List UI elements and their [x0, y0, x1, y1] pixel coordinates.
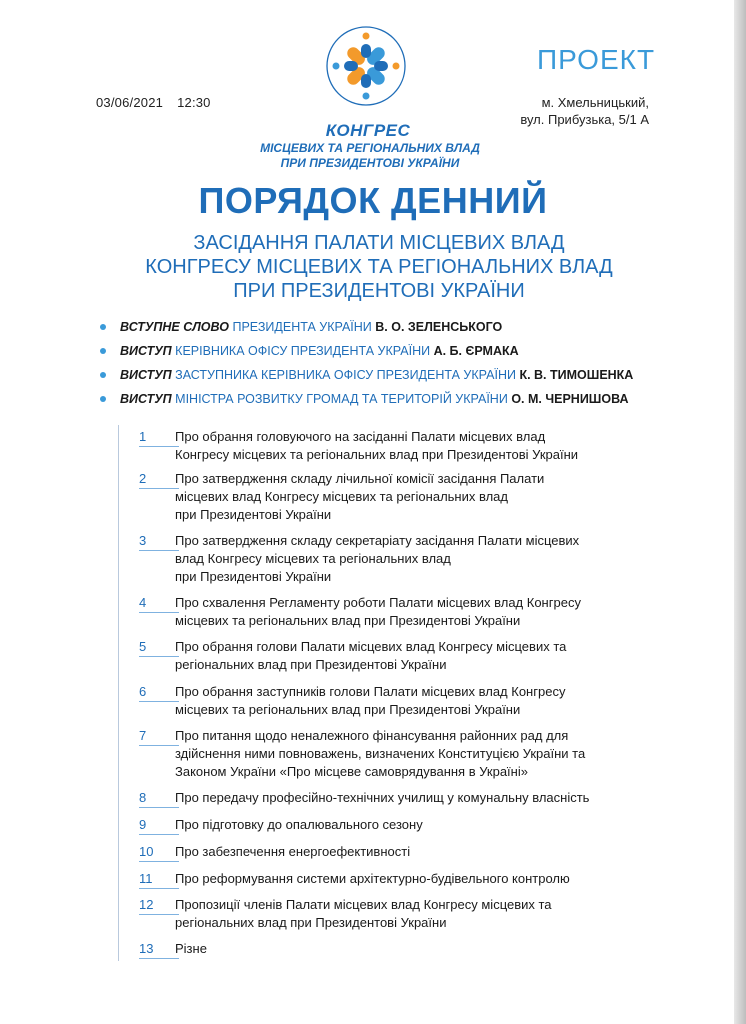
- speaker-name: О. М. ЧЕРНИШОВА: [511, 392, 629, 406]
- speaker-name: А. Б. ЄРМАКА: [433, 344, 519, 358]
- congress-name-line1: КОНГРЕС: [325, 121, 411, 140]
- agenda-item-number: 8: [139, 789, 179, 808]
- speech-role: ПРЕЗИДЕНТА УКРАЇНИ: [232, 320, 372, 334]
- bullet-icon: [100, 348, 106, 354]
- agenda-item-number: 4: [139, 594, 179, 613]
- speech-type: ВИСТУП: [120, 368, 172, 382]
- document-subtitle: [6, 231, 746, 303]
- agenda-item-text: Про обрання голови Палати місцевих влад Конгресу місцевих та регіональних влад при Президентові України: [175, 639, 567, 672]
- agenda-item-text: Про схвалення Регламенту роботи Палати місцевих влад Конгресу місцевих та регіональних влад при Президентові України: [175, 595, 581, 628]
- agenda-item-number: 9: [139, 816, 179, 835]
- document-title: ПОРЯДОК ДЕННИЙ: [198, 180, 548, 221]
- speech-type: ВИСТУП: [120, 392, 172, 406]
- agenda-item-text: Про затвердження складу лічильної комісії засідання Палати місцевих влад Конгресу місцевих та регіональних влад при Президентові України: [175, 471, 545, 522]
- speech-item: [100, 366, 633, 390]
- agenda-list: [118, 425, 639, 961]
- agenda-item-number: 3: [139, 532, 179, 551]
- agenda-item-text: Про реформування системи архітектурно-будівельного контролю: [175, 871, 570, 886]
- speech-item: [100, 390, 633, 414]
- subtitle-line2: КОНГРЕСУ МІСЦЕВИХ ТА РЕГІОНАЛЬНИХ ВЛАД: [145, 256, 613, 278]
- address-city: м. Хмельницький,: [541, 95, 649, 110]
- speaker-name: К. В. ТИМОШЕНКА: [519, 368, 634, 382]
- subtitle-line1: ЗАСІДАННЯ ПАЛАТИ МІСЦЕВИХ ВЛАД: [193, 232, 565, 254]
- congress-name-line2: МІСЦЕВИХ ТА РЕГІОНАЛЬНИХ ВЛАД: [260, 141, 480, 155]
- agenda-item-text: Про забезпечення енергоефективності: [175, 844, 411, 859]
- agenda-item-number: 2: [139, 470, 179, 489]
- agenda-item-number: 6: [139, 683, 179, 702]
- bullet-icon: [100, 396, 106, 402]
- agenda-item-number: 11: [139, 870, 179, 889]
- agenda-item-number: 1: [139, 428, 179, 447]
- agenda-item-text: Про затвердження складу секретаріату засідання Палати місцевих влад Конгресу місцевих та регіональних влад при Президентові України: [175, 533, 580, 584]
- agenda-item-text: Про питання щодо неналежного фінансування районних рад для здійснення ними повноважень, визначених Конституцією України та Законом України «Про місцеве самоврядування в Україні»: [175, 728, 586, 779]
- agenda-item-number: 12: [139, 896, 179, 915]
- meeting-date: 03/06/2021: [96, 95, 164, 110]
- speeches-list: [100, 318, 633, 414]
- speech-item: [100, 318, 633, 342]
- address-street: вул. Прибузька, 5/1 А: [520, 112, 649, 127]
- speech-item: [100, 342, 633, 366]
- meeting-datetime: [96, 95, 211, 110]
- agenda-item-text: Про обрання заступників голови Палати місцевих влад Конгресу місцевих та регіональних влад при Президентові України: [175, 684, 566, 717]
- meeting-time: 12:30: [177, 95, 211, 110]
- bullet-icon: [100, 372, 106, 378]
- subtitle-line3: ПРИ ПРЕЗИДЕНТОВІ УКРАЇНИ: [233, 280, 525, 302]
- speech-role: МІНІСТРА РОЗВИТКУ ГРОМАД ТА ТЕРИТОРІЙ УКРАЇНИ: [175, 392, 508, 406]
- agenda-item-number: 5: [139, 638, 179, 657]
- agenda-item-number: 7: [139, 727, 179, 746]
- congress-name: [0, 121, 746, 171]
- agenda-item-number: 10: [139, 843, 179, 862]
- speech-type: ВИСТУП: [120, 344, 172, 358]
- agenda-item-number: 13: [139, 940, 179, 959]
- speech-type: ВСТУПНЕ СЛОВО: [120, 320, 229, 334]
- speech-role: ЗАСТУПНИКА КЕРІВНИКА ОФІСУ ПРЕЗИДЕНТА УКРАЇНИ: [175, 368, 516, 382]
- agenda-item-text: Про підготовку до опалювального сезону: [175, 817, 423, 832]
- speaker-name: В. О. ЗЕЛЕНСЬКОГО: [375, 320, 503, 334]
- speech-role: КЕРІВНИКА ОФІСУ ПРЕЗИДЕНТА УКРАЇНИ: [175, 344, 431, 358]
- bullet-icon: [100, 324, 106, 330]
- congress-name-line3: ПРИ ПРЕЗИДЕНТОВІ УКРАЇНИ: [280, 156, 460, 170]
- draft-status-label: ПРОЕКТ: [537, 44, 656, 75]
- agenda-item-text: Різне: [175, 941, 207, 956]
- congress-emblem-icon: [324, 24, 408, 108]
- agenda-item-text: Про передачу професійно-технічних училищ у комунальну власність: [175, 790, 590, 805]
- agenda-item-text: Про обрання головуючого на засіданні Палати місцевих влад Конгресу місцевих та регіональних влад при Президентові України: [175, 429, 579, 462]
- agenda-item-text: Пропозиції членів Палати місцевих влад Конгресу місцевих та регіональних влад при Президентові України: [175, 897, 552, 930]
